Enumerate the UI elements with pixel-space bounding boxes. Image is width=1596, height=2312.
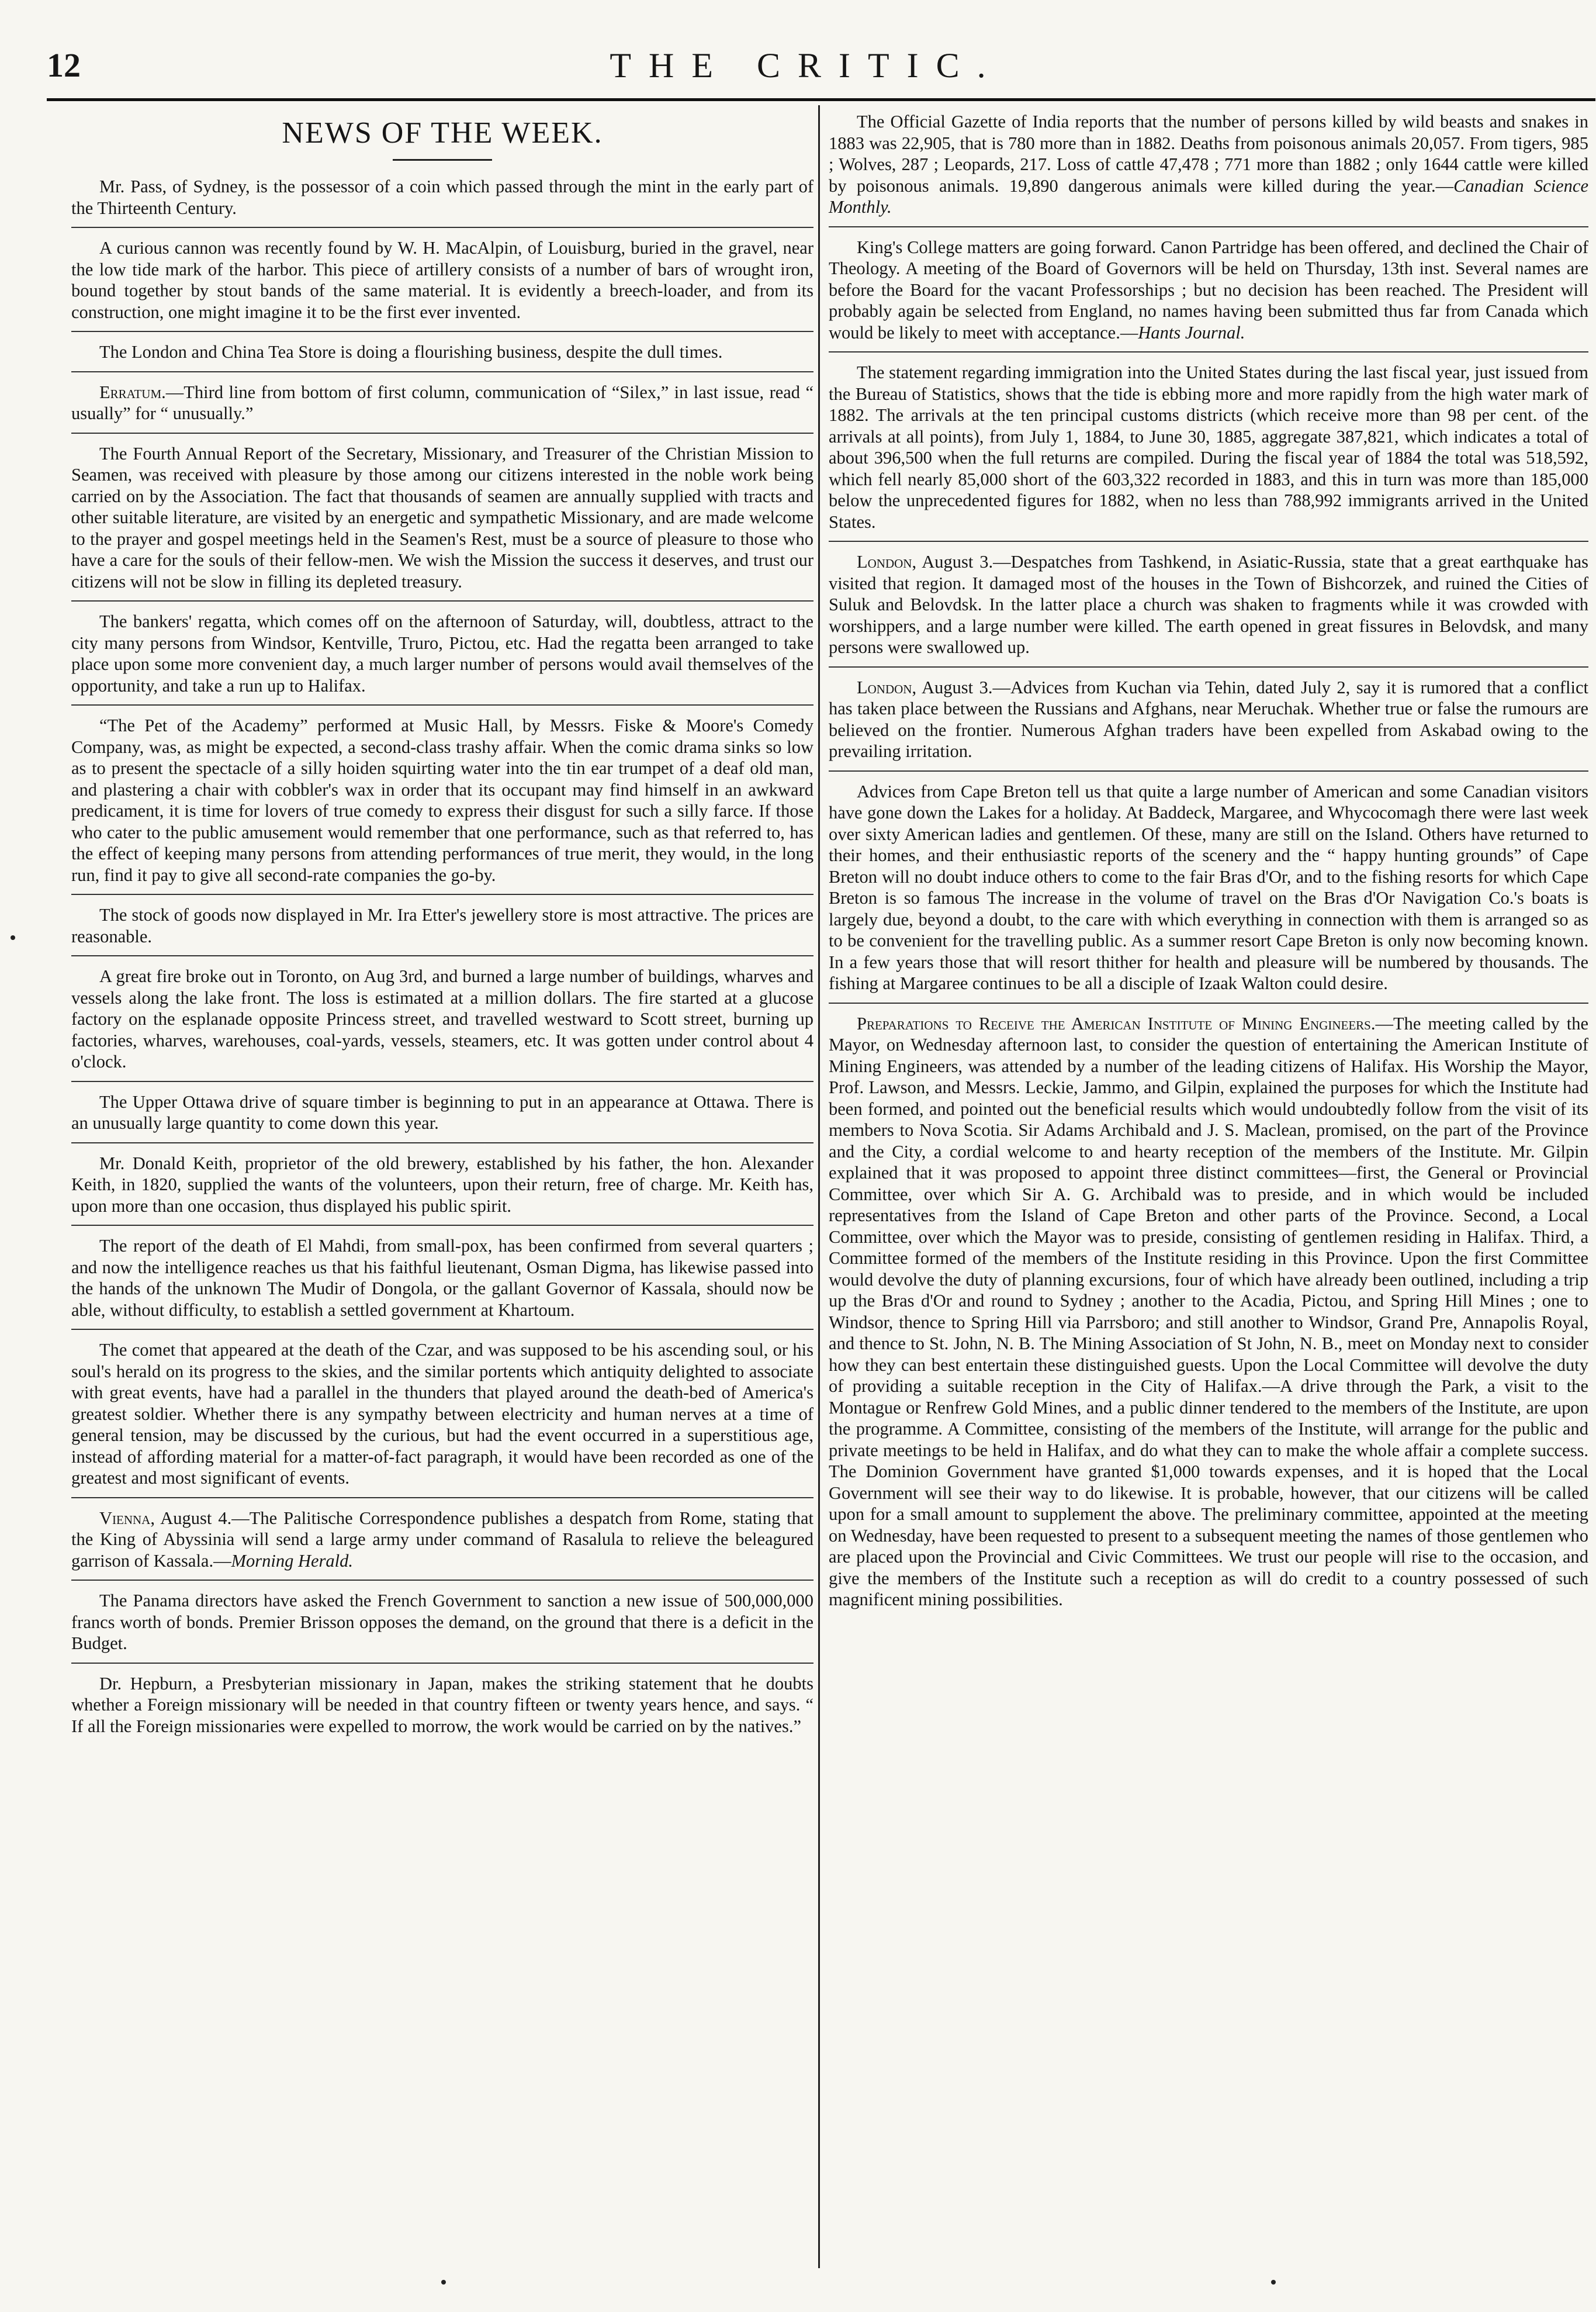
news-item-lead: Vienna, [99,1508,155,1528]
news-item [71,1339,813,1489]
news-item [829,677,1588,762]
article-separator [71,955,813,956]
left-column-articles [71,176,813,1737]
article-separator [71,227,813,228]
news-item [829,1013,1588,1611]
article-separator [829,770,1588,772]
news-item [71,1508,813,1572]
article-separator [829,541,1588,542]
news-item [829,237,1588,344]
print-speck [1271,2280,1276,2285]
news-item [829,111,1588,218]
article-separator [71,1329,813,1330]
news-item-lead: Erratum. [99,382,166,402]
news-item-text: The Upper Ottawa drive of square timber is beginning to put in an appearance at Ottawa. There is an unusually large quantity to come down this year. [71,1091,813,1133]
news-item-text: The stock of goods now displayed in Mr. Ira Etter's jewellery store is most attractive. The prices are reasonable. [71,905,813,946]
page-header [47,46,1566,92]
article-separator [71,371,813,372]
news-item [71,341,813,363]
news-item-text: August 3.—Despatches from Tashkend, in Asiatic-Russia, state that a great earthquake has visited that region. It damaged most of the houses in the Town of Bishcorzek, and ruined the Cities of Suluk and Belovdsk. In the latter place a church was shaken to fragments while it was crowded with worshippers, and a large number were killed. The earth opened in great fissures in Belovdsk, and many persons were swallowed up. [829,552,1588,657]
news-item-text: August 3.—Advices from Kuchan via Tehin, dated July 2, say it is rumored that a conflict has taken place between the Russians and Afghans, near Meruchak. Whether true or false the rumours are believed on the frontier. Numerous Afghan traders have been expelled from Askabad owing to the prevailing irritation. [829,677,1588,761]
news-item-text: —The meeting called by the Mayor, on Wednesday afternoon last, to consider the question of entertaining the American Institute of Mining Engineers, was attended by a number of the leading citizens of Halifax. His Worship the Mayor, Prof. Lawson, and Messrs. Leckie, Jammo, and Gilpin, explained the purposes for which the Institute had been formed, and pointed out the beneficial results which would undoubtedly follow from the visit of its members to Nova Scotia. Sir Adams Archibald and J. S. Maclean, promised, on the part of the Province and the City, a cordial welcome to and hearty reception of the members of the Institute. Mr. Gilpin explained that it was proposed to appoint three distinct committees—first, the General or Provincial Committee, over which Sir A. G. Archibald was to preside, and in which would be included representatives from the Island of Cape Breton and other parts of the Province. Second, a Local Committee, over which the Mayor was to preside, consisting of gentlemen residing in Halifax. Third, a Committee formed of the members of the Institute residing in this Province. Upon the first Committee would devolve the duty of planning excursions, four of which have already been outlined, including a trip up the Bras d'Or and round to Sydney ; another to the Acadia, Pictou, and Spring Hill Mines ; one to Windsor, thence to Spring Hill via Parrsboro; and still another to Windsor, Grand Pre, Annapolis Royal, and thence to St. John, N. B. The Mining Association of St John, N. B., meet on Monday next to consider how they can best entertain these distinguished guests. Upon the Local Committee will devolve the duty of providing a suitable reception in the City of Halifax.—A drive through the Park, a visit to the Montague or Renfrew Gold Mines, and a public dinner tendered to the members of the Institute, are upon the programme. A Committee, consisting of the members of the Institute, will arrange for the public and private meetings to be held in Halifax, and do what they can to make the whole affair a complete success. The Dominion Government have granted $1,000 towards expenses, and it is hoped that the Local Government will see their way to do likewise. It is probable, however, that our citizens will be called upon for a small amount to supplement the above. The preliminary committee, appointed at the meeting on Wednesday, have been requested to present to a subsequent meeting the names of those gentlemen who are placed upon the Provincial and Civic Committees. We trust our people will rise to the occasion, and give the members of the Institute such a reception as will do credit to a country possessed of such magnificent mining possibilities. [829,1013,1588,1609]
article-separator [829,226,1588,227]
print-speck [11,935,15,940]
news-item [71,1091,813,1134]
title-rule [393,159,492,161]
news-item [71,176,813,219]
news-item-text: The Fourth Annual Report of the Secretary, Missionary, and Treasurer of the Christian Mission to Seamen, was received with pleasure by those among our citizens interested in the noble work being carried on by the Association. The fact that thousands of seamen are annually supplied with tracts and other suitable literature, are visited by an energetic and sympathetic Missionary, and are made welcome to the prayer and gospel meetings held in the Seamen's Rest, must be a source of pleasure to those who have a care for the souls of their fellow-men. We wish the Mission the success it deserves, and trust our citizens will not be slow in filling its depleted treasury. [71,443,813,592]
article-separator [71,331,813,332]
article-separator [71,1081,813,1082]
news-item-text: The bankers' regatta, which comes off on the afternoon of Saturday, will, doubtless, attract to the city many persons from Windsor, Kentville, Truro, Pictou, etc. Had the regatta been arranged to take place upon some more convenient day, a much larger number of persons would avail themselves of the opportunity, and take a run up to Halifax. [71,611,813,696]
masthead: THE CRITIC. [610,46,1003,85]
news-item-text: The Official Gazette of India reports that the number of persons killed by wild beasts and snakes in 1883 was 22,905, that is 780 more than in 1882. Deaths from poisonous animals 20,057. From tigers, 985 ; Wolves, 287 ; Leopards, 217. Loss of cattle 47,478 ; 771 more than 1882 ; only 1644 cattle were killed by poisonous animals. 19,890 dangerous animals were killed during the year.— [829,112,1588,196]
news-item [71,966,813,1073]
news-item [71,1590,813,1654]
header-rule [47,98,1595,101]
section-title: NEWS OF THE WEEK. [282,116,603,150]
news-item-lead: London, [857,677,917,697]
news-item-credit: Morning Herald. [231,1550,353,1571]
news-item [71,237,813,323]
left-column [71,111,813,1744]
news-item-credit: Hants Journal. [1138,322,1245,343]
news-item [829,551,1588,658]
news-item-lead: Preparations to Receive the American Institute of Mining Engineers. [857,1013,1376,1034]
article-separator [71,600,813,602]
news-item [829,781,1588,994]
news-item-text: August 4.—The Palitische Correspondence publishes a despatch from Rome, stating that the King of Abyssinia will send a large army under command of Rasalula to relieve the beleagured garrison of Kassala.— [71,1508,813,1571]
news-item-text: “The Pet of the Academy” performed at Music Hall, by Messrs. Fiske & Moore's Comedy Company, was, as might be expected, a second-class trashy affair. When the comic drama sinks so low as to present the spectacle of a silly hoiden squirting water into the tin ear trumpet of a deaf old man, and plastering a chair with cobbler's wax in order that its occupant may find himself in an awkward predicament, it is time for lovers of true comedy to express their disgust for such a silly farce. If those who cater to the public amusement would remember that one performance, such as that referred to, has the effect of keeping many persons from attending performances of true merit, they would, in the long run, find it pay to give all second-rate companies the go-by. [71,716,813,885]
article-separator [71,1497,813,1498]
news-item-text: The statement regarding immigration into the United States during the last fiscal year, just issued from the Bureau of Statistics, shows that the tide is ebbing more and more rapidly from the high water mark of 1882. The arrivals at the ten principal customs districts (which receive more than 98 per cent. of the arrivals at all points), from July 1, 1884, to June 30, 1885, aggregate 387,821, which indicates a total of about 396,500 when the full returns are compiled. During the fiscal year of 1884 the total was 518,592, which fell nearly 85,000 short of the 603,322 recorded in 1883, and this in turn was more than 185,000 below the unprecedented figures for 1882, when no less than 788,992 immigrants arrived in the United States. [829,362,1588,532]
column-divider [818,105,820,2268]
print-speck [441,2280,446,2285]
article-separator [71,1142,813,1143]
news-item-text: —Third line from bottom of first column, communication of “Silex,” in last issue, read “ usually” for “ unusually.” [71,382,813,423]
news-item-text: The comet that appeared at the death of the Czar, and was supposed to be his ascending soul, or his soul's herald on its progress to the skies, and the similar portents which antiquity delighted to associate with great events, have had a parallel in the thunders that played around the death-bed of America's greatest soldier. Whether there is any sympathy between electricity and human nerves at a time of general tension, may be discussed by the curious, but had the event occurred in a superstitious age, instead of affording material for a matter-of-fact paragraph, it would have been recorded as one of the greatest and most significant of events. [71,1340,813,1488]
news-item-credit: Canadian Science Monthly. [829,175,1588,217]
news-item [71,715,813,886]
article-separator [71,704,813,706]
news-item-text: The report of the death of El Mahdi, from small-pox, has been confirmed from several quarters ; and now the intelligence reaches us that his faithful lieutenant, Osman Digma, has likewise passed into the hands of the unknown The Mudir of Dongola, or the gallant Governor of Kassala, should now be able, without difficulty, to establish a settled government at Khartoum. [71,1236,813,1320]
news-item [829,362,1588,533]
article-separator [829,351,1588,352]
news-item-text: A curious cannon was recently found by W. H. MacAlpin, of Louisburg, buried in the gravel, near the low tide mark of the harbor. This piece of artillery consists of a number of bars of wrought iron, bound together by stout bands of the same material. It is evidently a breech-loader, and from its construction, one might imagine it to be the first ever invented. [71,238,813,322]
news-item [71,904,813,947]
news-item-text: A great fire broke out in Toronto, on Aug 3rd, and burned a large number of buildings, wharves and vessels along the lake front. The loss is estimated at a million dollars. The fire started at a glucose factory on the esplanade opposite Princess street, and travelled westward to Scott street, burning up factories, wharves, warehouses, coal-yards, vessels, steamers, etc. It was gotten under control about 4 o'clock. [71,966,813,1072]
news-item [71,443,813,593]
news-item [71,1235,813,1321]
article-separator [829,1003,1588,1004]
news-item-text: Mr. Donald Keith, proprietor of the old brewery, established by his father, the hon. Alexander Keith, in 1820, supplied the wants of the volunteers, upon their return, free of charge. Mr. Keith has, upon more than one occasion, thus displayed his public spirit. [71,1153,813,1216]
news-item-text: The Panama directors have asked the French Government to sanction a new issue of 500,000,000 francs worth of bonds. Premier Brisson opposes the demand, on the ground that there is a deficit in the Budget. [71,1591,813,1653]
article-separator [829,666,1588,668]
news-item-text: King's College matters are going forward. Canon Partridge has been offered, and declined the Chair of Theology. A meeting of the Board of Governors will be held on Thursday, 13th inst. Several names are before the Board for the vacant Professorships ; but no decision has been reached. The President will probably again be selected from England, no names having been submitted thus far from Canada which would be likely to meet with acceptance.— [829,237,1588,343]
news-item-lead: London, [857,552,917,572]
news-item [71,1673,813,1737]
article-separator [71,1580,813,1581]
news-item-text: Mr. Pass, of Sydney, is the possessor of a coin which passed through the mint in the early part of the Thirteenth Century. [71,177,813,218]
news-item [71,611,813,696]
article-separator [71,1663,813,1664]
news-item [71,1153,813,1217]
article-separator [71,433,813,434]
news-item-text: Dr. Hepburn, a Presbyterian missionary in Japan, makes the striking statement that he doubts whether a Foreign missionary will be needed in that country fifteen or twenty years hence, and says. “ If all the Foreign missionaries were expelled to morrow, the work would be carried on by the natives.” [71,1673,813,1736]
news-item [71,382,813,424]
page-number: 12 [47,46,81,84]
news-item-text: The London and China Tea Store is doing a flourishing business, despite the dull times. [99,342,723,362]
news-item-text: Advices from Cape Breton tell us that quite a large number of American and some Canadian visitors have gone down the Lakes for a holiday. At Baddeck, Margaree, and Whycocomagh there were last week over sixty American ladies and gentlemen. Of these, many are still on the Island. Others have returned to their homes, and their enthusiastic reports of the scenery and the “ happy hunting grounds” of Cape Breton will no doubt induce others to come to the fair Bras d'Or, and to the fishing resorts for which Cape Breton is so famous The increase in the volume of travel on the Bras d'Or Navigation Co.'s boats is largely due, beyond a doubt, to the care with which everything in connection with them is arranged so as to be convenient for the travelling public. As a summer resort Cape Breton is only now becoming known. In a few years those that will resort thither for health and pleasure will be numbered by thousands. The fishing at Margaree continues to be all a disciple of Izaak Walton could desire. [829,781,1588,993]
article-separator [71,894,813,895]
right-column [829,111,1588,1618]
right-column-articles [829,111,1588,1611]
article-separator [71,1225,813,1226]
